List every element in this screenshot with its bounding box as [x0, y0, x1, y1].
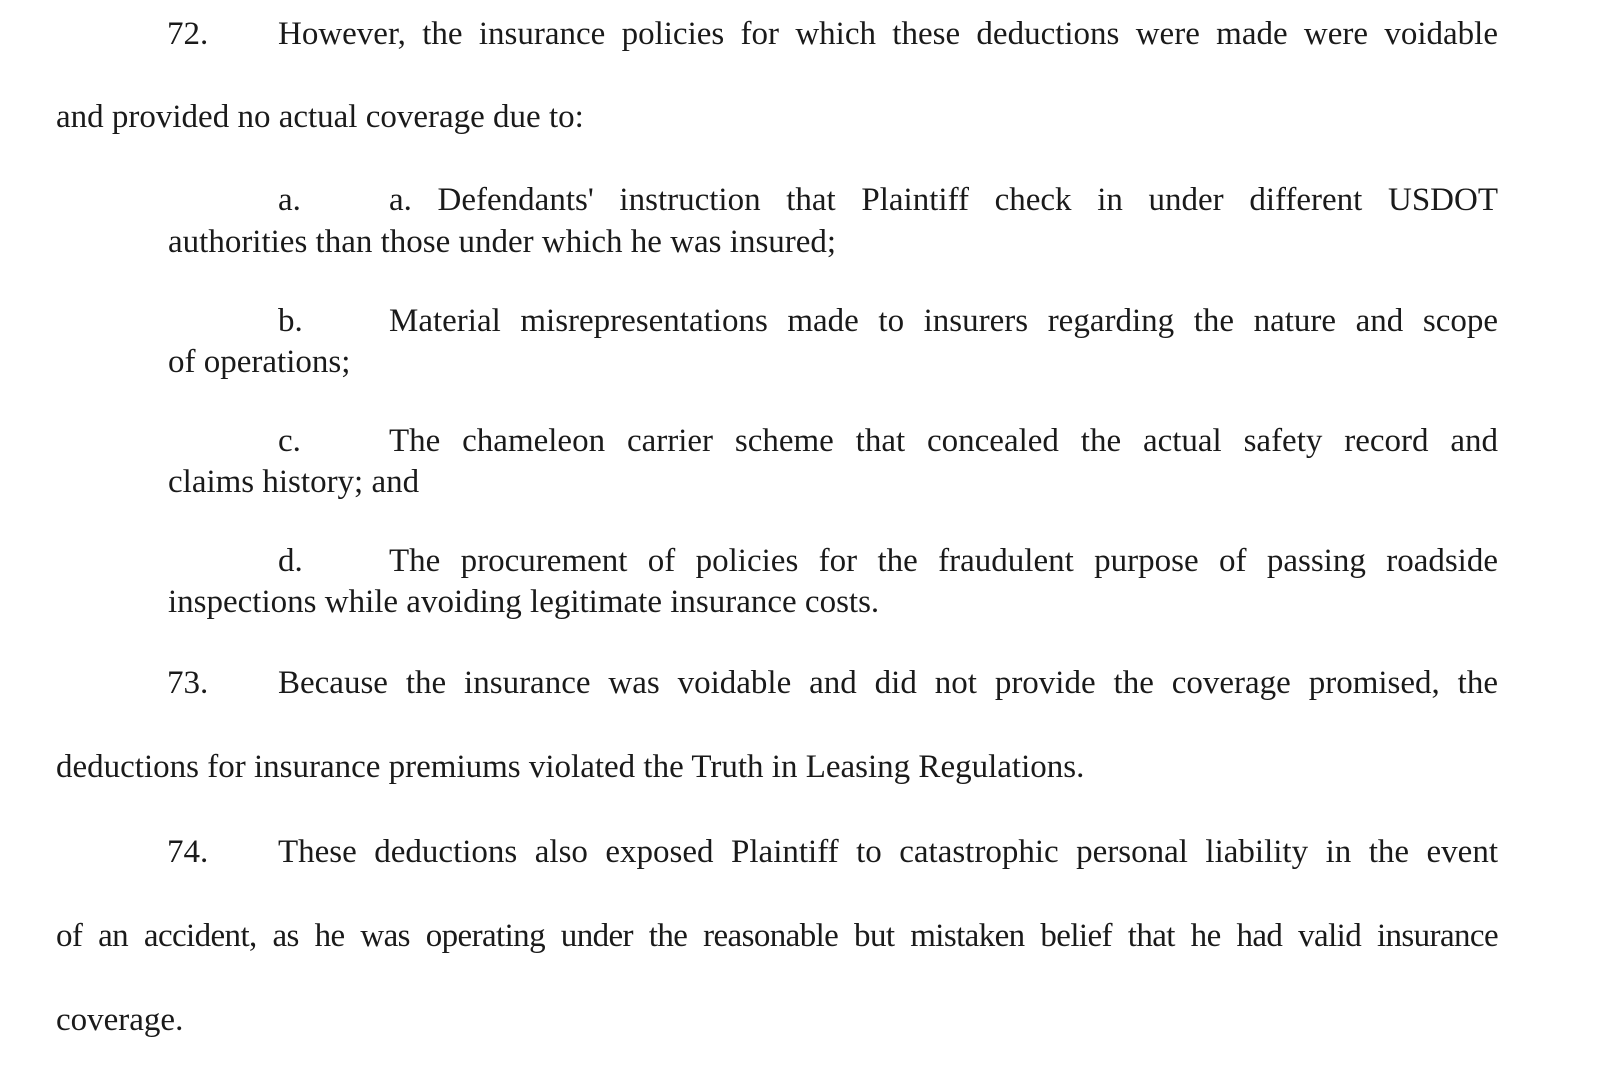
list-item-text: The chameleon carrier scheme that concealed the actual safety record and [389, 423, 1498, 459]
list-item-text: a. Defendants' instruction that Plaintiff check in under different USDOT [389, 182, 1498, 218]
list-item-a-line-1 [56, 184, 1498, 224]
list-item-letter: b. [278, 303, 303, 339]
list-item-c-line-2 [56, 466, 1498, 506]
list-item-letter: a. [278, 182, 301, 218]
paragraph-74-line-2: of an accident, as he was operating under the reasonable but mistaken belief that he had valid insurance [56, 918, 1498, 954]
list-item-b-line-2 [56, 346, 1498, 386]
paragraph-72-line-2: and provided no actual coverage due to: [56, 99, 584, 135]
paragraph-72-line-1 [56, 18, 1498, 58]
list-item-d-line-2 [56, 586, 1498, 626]
list-item-text-continued: of operations; [168, 344, 351, 380]
paragraph-text: These deductions also exposed Plaintiff to catastrophic personal liability in the event [278, 834, 1498, 870]
list-item-text-continued: authorities than those under which he was insured; [168, 224, 837, 260]
paragraph-number: 74. [167, 834, 209, 870]
list-item-text: The procurement of policies for the fraudulent purpose of passing roadside [389, 543, 1498, 579]
paragraph-73-line-1 [56, 667, 1498, 707]
list-item-c-line-1 [56, 425, 1498, 465]
list-item-text-continued: inspections while avoiding legitimate insurance costs. [168, 584, 880, 620]
paragraph-text: Because the insurance was voidable and did not provide the coverage promised, the [278, 665, 1498, 701]
list-item-a-line-2 [56, 226, 1498, 266]
paragraph-74-line-3: coverage. [56, 1002, 184, 1038]
list-item-text-continued: claims history; and [168, 464, 420, 500]
paragraph-number: 72. [167, 16, 209, 52]
paragraph-74-line-1 [56, 836, 1498, 876]
list-item-letter: c. [278, 423, 301, 459]
list-item-d-line-1 [56, 545, 1498, 585]
list-item-letter: d. [278, 543, 303, 579]
paragraph-number: 73. [167, 665, 209, 701]
paragraph-text: However, the insurance policies for which these deductions were made were voidable [278, 16, 1498, 52]
paragraph-73-line-2: deductions for insurance premiums violated the Truth in Leasing Regulations. [56, 749, 1085, 785]
list-item-b-line-1 [56, 305, 1498, 345]
list-item-text: Material misrepresentations made to insurers regarding the nature and scope [389, 303, 1498, 339]
